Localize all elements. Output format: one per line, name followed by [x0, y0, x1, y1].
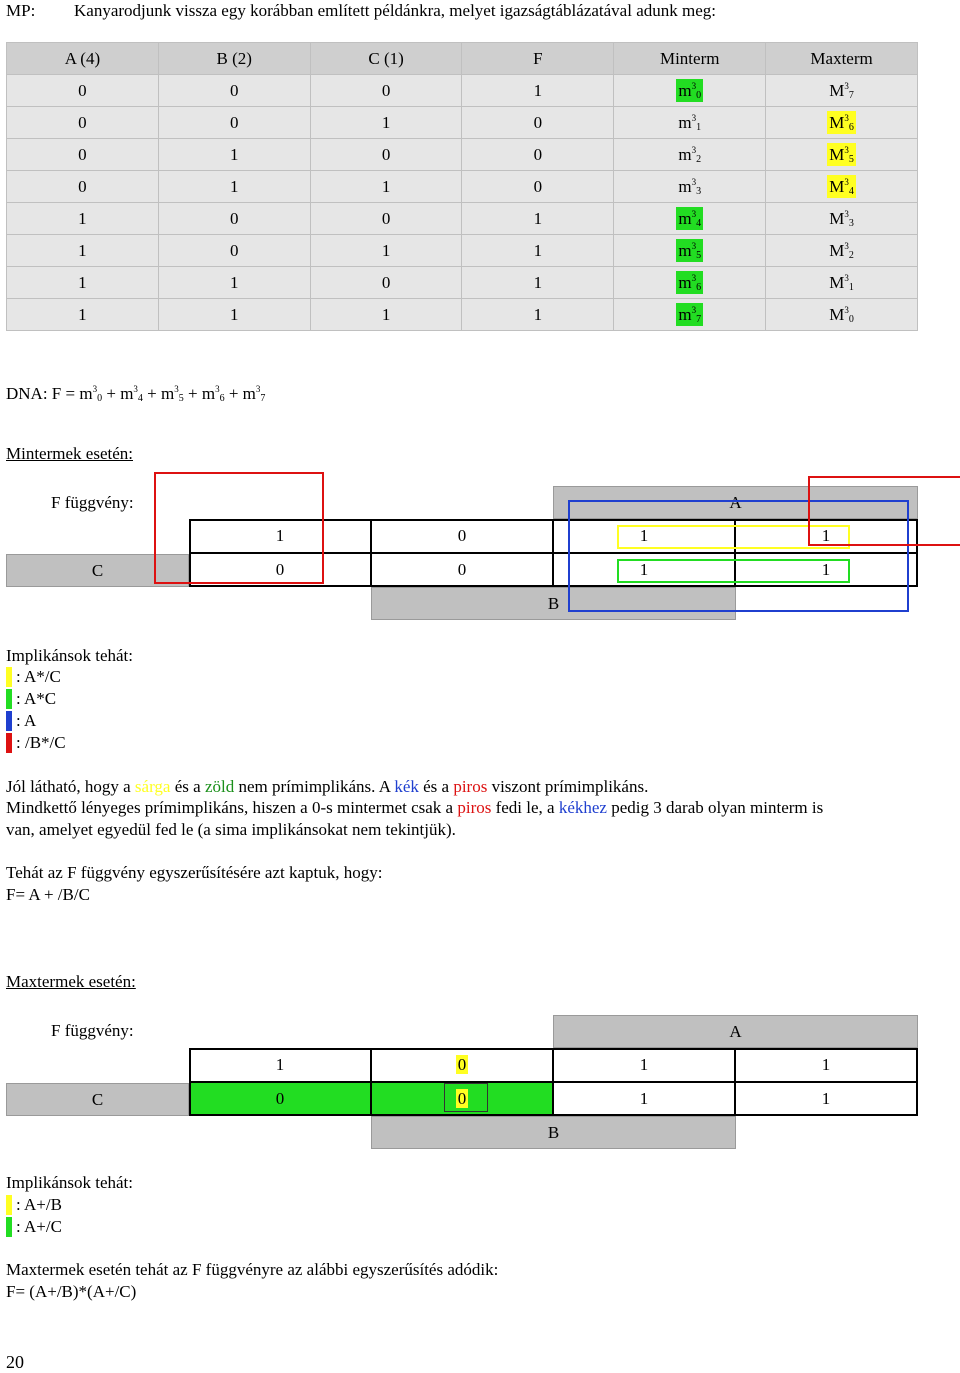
- maxterm-result-formula: F= (A+/B)*(A+/C): [6, 1282, 137, 1301]
- dna-term: $m^3_0$: [79, 384, 103, 404]
- table-cell: 0: [7, 75, 159, 107]
- maxterm-cell: [766, 267, 918, 299]
- kmap-cell: 1: [275, 526, 285, 545]
- implicant-item: : A: [16, 711, 37, 730]
- truth-table-row: [7, 235, 918, 267]
- table-cell: 0: [310, 139, 462, 171]
- text-run: zöld: [204, 777, 235, 796]
- minterm-result-intro: Tehát az F függvény egyszerűsítésére azt kaptuk, hogy:: [6, 863, 383, 882]
- table-cell: 0: [158, 203, 310, 235]
- text-run: és a: [418, 777, 454, 796]
- kmap-cell: 1: [821, 1055, 831, 1074]
- term-label: $m^3_6$: [678, 272, 702, 293]
- table-cell: 0: [462, 139, 614, 171]
- kmap-cell: 1: [821, 560, 831, 579]
- maxterm-b-bar: [371, 1116, 736, 1149]
- col-header: F: [462, 43, 614, 75]
- kmap-cell: 0: [275, 560, 285, 579]
- term-label: $m^3_3$: [678, 176, 702, 197]
- term-label: $M^3_0$: [829, 304, 854, 325]
- text-run: kék: [394, 777, 419, 796]
- kmap-cell: 1: [821, 526, 831, 545]
- truth-table-row: [7, 171, 918, 203]
- text-run: nem prímimplikáns. A: [234, 777, 395, 796]
- col-header: C (1): [310, 43, 462, 75]
- kmap-cell: 1: [275, 1055, 285, 1074]
- table-cell: 0: [7, 171, 159, 203]
- minterm-paragraph-1: [6, 776, 648, 798]
- truth-table: [6, 42, 918, 331]
- table-cell: 1: [310, 107, 462, 139]
- dna-separator: +: [224, 384, 243, 403]
- col-header: Maxterm: [766, 43, 918, 75]
- table-cell: 1: [310, 171, 462, 203]
- text-run: fedi le, a: [491, 798, 559, 817]
- page-number: 20: [6, 1352, 24, 1372]
- kmap-cell: [371, 1049, 553, 1082]
- maxterm-loop-outline: [444, 1083, 488, 1112]
- table-cell: 1: [7, 203, 159, 235]
- kmap-cell: 0: [457, 560, 467, 579]
- minterm-cell: [614, 299, 766, 331]
- maxterm-result-intro: Maxtermek esetén tehát az F függvényre az alábbi egyszerűsítés adódik:: [6, 1260, 499, 1279]
- term-label: $M^3_4$: [829, 176, 854, 197]
- implicant-color-marker: [6, 1195, 12, 1215]
- maxterm-b-label: B: [547, 1123, 560, 1142]
- maxterm-cell: [766, 75, 918, 107]
- truth-table-row: [7, 75, 918, 107]
- col-header: Minterm: [614, 43, 766, 75]
- maxterm-implicants-title: Implikánsok tehát:: [6, 1173, 134, 1192]
- table-cell: 0: [158, 75, 310, 107]
- minterm-implicants-title: Implikánsok tehát:: [6, 646, 134, 665]
- text-run: viszont prímimplikáns.: [487, 777, 649, 796]
- text-run: piros: [457, 798, 492, 817]
- dna-term: $m^3_6$: [201, 384, 225, 404]
- minterm-a-label: A: [729, 493, 742, 512]
- table-cell: 0: [462, 171, 614, 203]
- implicant-item: : A+/C: [16, 1217, 62, 1236]
- table-cell: 0: [310, 203, 462, 235]
- table-cell: 1: [462, 235, 614, 267]
- dna-separator: +: [183, 384, 202, 403]
- minterm-cell: [614, 75, 766, 107]
- maxterm-c-bar: [6, 1083, 189, 1116]
- minterm-paragraph-2: [6, 797, 823, 819]
- text-run: Mindkettő lényeges prímimplikáns, hiszen a 0-s mintermet csak a: [6, 798, 458, 817]
- dna-separator: +: [102, 384, 121, 403]
- term-label: $m^3_5$: [678, 240, 702, 261]
- maxterm-cell: [766, 139, 918, 171]
- term-label: $m^3_0$: [678, 80, 702, 101]
- maxterm-cell: [766, 203, 918, 235]
- table-cell: 0: [310, 75, 462, 107]
- text-run: piros: [453, 777, 488, 796]
- term-label: $m^3_4$: [678, 208, 702, 229]
- table-cell: 1: [7, 235, 159, 267]
- table-cell: 0: [310, 267, 462, 299]
- truth-table-row: [7, 267, 918, 299]
- minterm-cell: [614, 203, 766, 235]
- implicant-color-marker: [6, 689, 12, 709]
- minterm-cell: [614, 139, 766, 171]
- minterm-fn-label: F függvény:: [51, 493, 134, 512]
- maxterm-cell: [766, 235, 918, 267]
- maxterm-cell: [766, 299, 918, 331]
- kmap-cell: 0: [457, 526, 467, 545]
- kmap-cell-zero-highlight: 0: [457, 1089, 467, 1108]
- minterm-cell: [614, 171, 766, 203]
- table-cell: 1: [462, 267, 614, 299]
- term-label: $M^3_1$: [829, 272, 854, 293]
- implicant-color-marker: [6, 667, 12, 687]
- implicant-loop-red-left: [154, 472, 324, 584]
- term-label: $M^3_3$: [829, 208, 854, 229]
- table-cell: 1: [7, 267, 159, 299]
- minterm-cell: [614, 267, 766, 299]
- implicant-color-marker: [6, 733, 12, 753]
- table-cell: 1: [158, 299, 310, 331]
- kmap-cell: 1: [821, 1089, 831, 1108]
- kmap-cell: 1: [639, 1055, 649, 1074]
- table-cell: 1: [7, 299, 159, 331]
- dna-term: $m^3_7$: [242, 384, 266, 404]
- table-cell: 0: [158, 107, 310, 139]
- minterm-cell: [614, 107, 766, 139]
- kmap-cell: 0: [275, 1089, 285, 1108]
- implicant-item: : A*C: [16, 689, 57, 708]
- truth-table-row: [7, 139, 918, 171]
- table-cell: 1: [462, 203, 614, 235]
- table-cell: 1: [158, 267, 310, 299]
- maxterm-fn-label: F függvény:: [51, 1021, 134, 1040]
- truth-table-row: [7, 107, 918, 139]
- term-label: $m^3_1$: [678, 112, 702, 133]
- kmap-cell: 1: [639, 526, 649, 545]
- maxterm-heading: Maxtermek esetén:: [6, 972, 136, 991]
- table-cell: 0: [7, 139, 159, 171]
- maxterm-a-label: A: [729, 1022, 742, 1041]
- maxterm-cell: [766, 171, 918, 203]
- minterm-b-label: B: [547, 594, 560, 613]
- kmap-cell-zero-highlight: 0: [457, 1055, 467, 1074]
- table-cell: 0: [462, 107, 614, 139]
- table-cell: 0: [7, 107, 159, 139]
- col-header: A (4): [7, 43, 159, 75]
- table-cell: 0: [158, 235, 310, 267]
- dna-term: $m^3_5$: [161, 384, 184, 404]
- minterm-c-label: C: [91, 561, 104, 580]
- text-run: pedig 3 darab olyan minterm is: [606, 798, 824, 817]
- dna-separator: +: [142, 384, 162, 403]
- implicant-item: : /B*/C: [16, 733, 66, 752]
- intro-text: Kanyarodjunk vissza egy korábban említett példánkra, melyet igazságtáblázatával adunk meg:: [74, 1, 716, 20]
- truth-table-row: [7, 299, 918, 331]
- minterm-result-formula: F= A + /B/C: [6, 885, 90, 904]
- maxterm-c-label: C: [91, 1090, 104, 1109]
- mp-label: MP:: [6, 1, 36, 20]
- table-cell: 1: [158, 171, 310, 203]
- table-cell: 1: [158, 139, 310, 171]
- minterm-paragraph-2-cont: van, amelyet egyedül fed le (a sima implikánsokat nem tekintjük).: [6, 820, 456, 839]
- implicant-item: : A+/B: [16, 1195, 62, 1214]
- col-header: B (2): [158, 43, 310, 75]
- text-run: kékhez: [558, 798, 607, 817]
- truth-table-header: [7, 43, 918, 75]
- term-label: $m^3_7$: [678, 304, 702, 325]
- text-run: és a: [170, 777, 205, 796]
- term-label: $M^3_2$: [829, 240, 854, 261]
- term-label: $M^3_5$: [829, 144, 854, 165]
- minterm-heading: Mintermek esetén:: [6, 444, 133, 463]
- dna-term: $m^3_4$: [120, 384, 143, 404]
- table-cell: 1: [310, 299, 462, 331]
- implicant-color-marker: [6, 1217, 12, 1237]
- minterm-cell: [614, 235, 766, 267]
- term-label: $M^3_7$: [829, 80, 854, 101]
- table-cell: 1: [462, 75, 614, 107]
- maxterm-cell: [766, 107, 918, 139]
- table-cell: 1: [462, 299, 614, 331]
- text-run: Jól látható, hogy a: [6, 777, 135, 796]
- table-cell: 1: [310, 235, 462, 267]
- implicant-loop-red-right: [808, 476, 960, 546]
- implicant-item: : A*/C: [16, 667, 61, 686]
- term-label: $M^3_6$: [829, 112, 854, 133]
- kmap-cell: 1: [639, 1089, 649, 1108]
- kmap-cell: 1: [639, 560, 649, 579]
- dna-formula: [6, 378, 265, 410]
- term-label: $m^3_2$: [678, 144, 702, 165]
- implicant-color-marker: [6, 711, 12, 731]
- truth-table-row: [7, 203, 918, 235]
- text-run: sárga: [134, 777, 171, 796]
- dna-prefix: DNA: F =: [6, 384, 80, 403]
- maxterm-a-bar: [553, 1015, 918, 1048]
